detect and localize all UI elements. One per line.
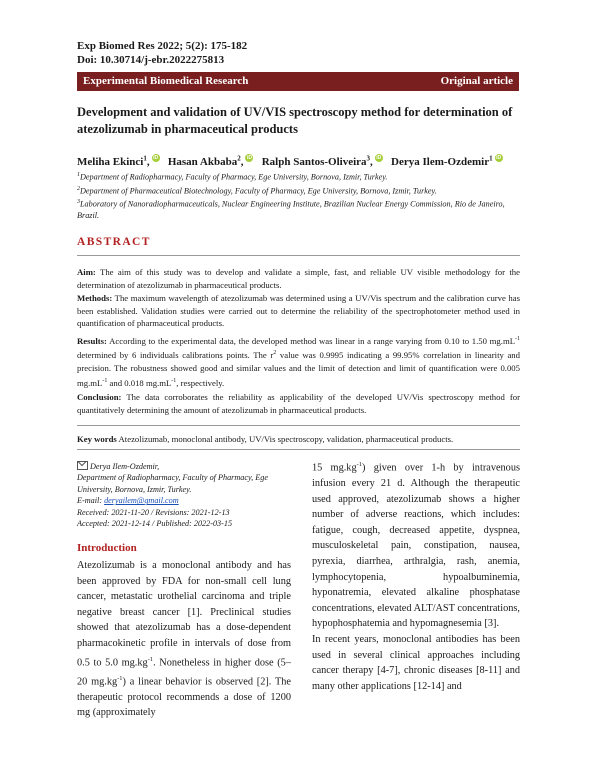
author-list: [77, 151, 527, 169]
article-title: Development and validation of UV/VIS spectroscopy method for determination of atezolizumab in pharmaceutical products: [77, 105, 513, 136]
author: Derya Ilem-Ozdemir$^1$ iD: [391, 154, 502, 168]
doi: Doi: 10.30714/j-ebr.2022275813: [77, 54, 225, 66]
author: Ralph Santos-Oliveira$^3$, iD: [261, 154, 382, 168]
keywords: Key words Atezolizumab, monoclonal antibody, UV/Vis spectroscopy, validation, pharmaceutical products.: [77, 434, 454, 444]
journal-banner: [77, 72, 519, 91]
abstract-aim: Aim: The aim of this study was to develop and validate a simple, fast, and reliable UV visible methodology for the determination of atezolizumab in pharmaceutical products.: [77, 267, 520, 290]
introduction-heading: Introduction: [77, 542, 137, 554]
abstract-heading: ABSTRACT: [77, 236, 151, 248]
orcid-icon[interactable]: iD: [153, 154, 159, 161]
orcid-icon[interactable]: iD: [496, 154, 502, 161]
affiliation: $^3$Laboratory of Nanoradiopharmaceuticals, Nuclear Engineering Institute, Brazilian Nuclear Energy Commission, Rio de Janeiro, Brazil.: [77, 199, 505, 220]
intro-column-right: 15 $mg.kg^{-1}$) given over 1-h by intravenous infusion every 21 d. Although the therapeutic used approved, atezolizumab shows a higher number of adverse reactions, which includes: fatigue, cough, decreased appetite, dyspnea, musculoskeletal pain, constipation, nausea, pyrexia, diarrhea, arthralgia, rash, anemia, lymphocytopenia, hypoalbuminemia, hyponatremia, elevated alkaline phosphatase concentrations, elevated ALT/AST concentrations, hypophosphatemia and hypomagnesemia [3]. In recent years, monoclonal antibodies has been used in several clinical approaches including cancer therapy [4-7], chronic diseases [8-11] and many other applications [12-14] and: [312, 461, 520, 692]
affiliation: $^1$Department of Radiopharmacy, Faculty of Pharmacy, Ege University, Bornova, Izmir, Turkey.: [77, 172, 388, 182]
orcid-icon[interactable]: iD: [246, 154, 252, 161]
author: Hasan Akbaba$^2$, iD: [167, 154, 252, 168]
divider: [77, 449, 520, 450]
divider: [77, 425, 520, 426]
intro-column-left: Atezolizumab is a monoclonal antibody and has been approved by FDA for non-small cell lung cancer, metastatic urothelial carcinoma and triple negative breast cancer [1]. Preclinical studies showed that atezolizumab has a dose-dependent pharmacokinetic profile in intervals of dose from 0.5 to 5.0 $mg.kg^{-1}$. Nonetheless in higher dose (5–20 $mg.kg^{-1}$) a linear behavior is observed [2]. The therapeutic protocol recommends a dose of 1200 mg (approximately: [77, 560, 291, 719]
divider: [77, 255, 520, 256]
abstract-conclusion: Conclusion: The data corroborates the reliability as applicability of the developed UV/Vis spectroscopy method for quantitatively determining the amount of atezolizumab in pharmaceutical products.: [77, 392, 521, 415]
author: Meliha Ekinci$^1$, iD: [77, 154, 159, 168]
article-type: Original article: [440, 75, 513, 87]
journal-name: Experimental Biomedical Research: [83, 75, 249, 87]
abstract-methods: Methods: The maximum wavelength of atezolizumab was determined using a UV/Vis spectrum and the calibration curve has been established. Validation studies were carried out to determine the reliability of the spectrophotometer method used in quantification of pharmaceutical products.: [77, 293, 521, 329]
email-link[interactable]: deryailem@gmail.com: [104, 496, 179, 506]
envelope-icon: [77, 461, 88, 470]
orcid-icon[interactable]: iD: [376, 154, 382, 161]
journal-citation: Exp Biomed Res 2022; 5(2): 175-182: [77, 40, 248, 52]
abstract-results: Results: According to the experimental data, the developed method was linear in a range varying from 0.10 to 1.50 $mg.mL^{-1}$ determined by 6 individuals calibrations points. The $r^2$ value was 0.9995 indicating a 99.95% correlation in linearity and precision. The robustness showed good and similar values and the limit of detection and limit of quantification were 0.005 $mg.mL^{-1}$ and 0.018 $mg.mL^{-1}$, respectively.: [77, 335, 521, 388]
correspondence: Derya Ilem-Ozdemir, Department of Radiopharmacy, Faculty of Pharmacy, Ege University, Bornova, Izmir, Turkey. E-mail: deryailem@gmail.com Received: 2021-11-20 / Revisions: 2021-12-13 Accepted: 2021-12-14 / Published: 2022-03-15: [77, 462, 269, 529]
affiliation: $^2$Department of Pharmaceutical Biotechnology, Faculty of Pharmacy, Ege University, Bornova, Izmir, Turkey.: [77, 186, 437, 196]
